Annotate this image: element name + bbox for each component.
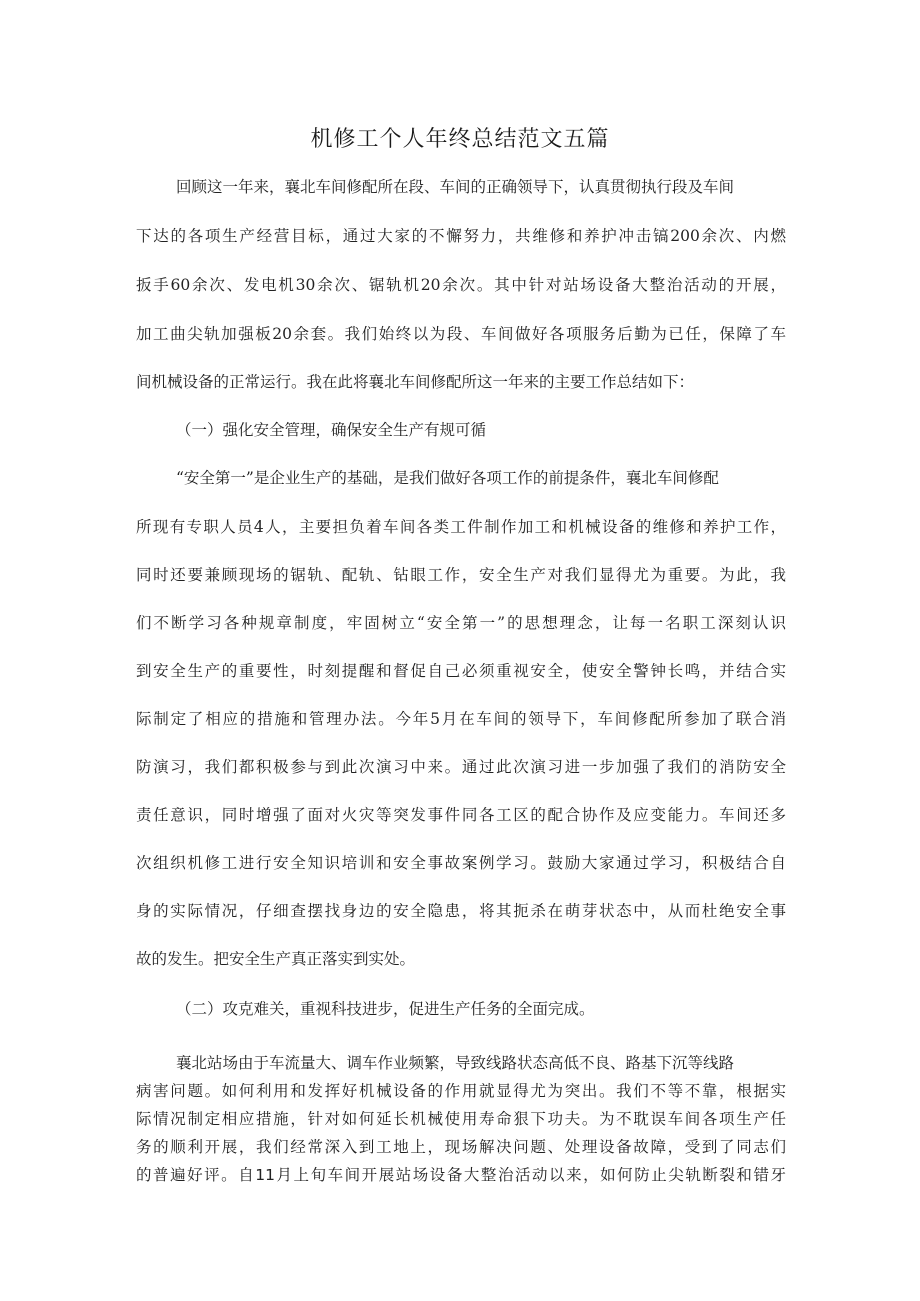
paragraph-line: 加工曲尖轨加强板20余套。我们始终以为段、车间做好各项服务后勤为已任，保障了车 [136, 325, 786, 343]
paragraph-line: 下达的各项生产经营目标，通过大家的不懈努力，共维修和养护冲击镐200余次、内燃 [136, 227, 786, 245]
paragraph-line: 防演习，我们都积极参与到此次演习中来。通过此次演习进一步加强了我们的消防安全 [136, 758, 786, 776]
paragraph-line: 的普遍好评。自11月上旬车间开展站场设备大整治活动以来，如何防止尖轨断裂和错牙 [136, 1166, 786, 1184]
paragraph-line: 扳手60余次、发电机30余次、锯轨机20余次。其中针对站场设备大整治活动的开展， [136, 276, 786, 294]
paragraph-line: 病害问题。如何利用和发挥好机械设备的作用就显得尤为突出。我们不等不靠，根据实 [136, 1082, 786, 1100]
section-heading: （一）强化安全管理，确保安全生产有规可循 [176, 421, 487, 439]
paragraph-line: 回顾这一年来，襄北车间修配所在段、车间的正确领导下，认真贯彻执行段及车间 [176, 178, 735, 196]
paragraph-line: 到安全生产的重要性，时刻提醒和督促自己必须重视安全，使安全警钟长鸣，并结合实 [136, 662, 786, 680]
paragraph-line: 际制定了相应的措施和管理办法。今年5月在车间的领导下，车间修配所参加了联合消 [136, 710, 786, 728]
paragraph-line: 们不断学习各种规章制度，牢固树立“安全第一”的思想理念，让每一名职工深刻认识 [136, 614, 786, 632]
paragraph-line: 责任意识，同时增强了面对火灾等突发事件同各工区的配合协作及应变能力。车间还多 [136, 806, 786, 824]
paragraph-line: 务的顺利开展，我们经常深入到工地上，现场解决问题、处理设备故障，受到了同志们 [136, 1138, 786, 1156]
paragraph-line: 际情况制定相应措施，针对如何延长机械使用寿命狠下功夫。为不耽误车间各项生产任 [136, 1110, 786, 1128]
paragraph-line: 次组织机修工进行安全知识培训和安全事故案例学习。鼓励大家通过学习，积极结合自 [136, 854, 786, 872]
paragraph-line: 故的发生。把安全生产真正落实到实处。 [136, 950, 416, 968]
paragraph-line: 襄北站场由于车流量大、调车作业频繁，导致线路状态高低不良、路基下沉等线路 [176, 1054, 735, 1072]
paragraph-line: 身的实际情况，仔细查摆找身边的安全隐患，将其扼杀在萌芽状态中，从而杜绝安全事 [136, 902, 786, 920]
paragraph-line: “安全第一”是企业生产的基础，是我们做好各项工作的前提条件，襄北车间修配 [176, 469, 719, 487]
paragraph-line: 间机械设备的正常运行。我在此将襄北车间修配所这一年来的主要工作总结如下： [136, 373, 695, 391]
document-title: 机修工个人年终总结范文五篇 [310, 127, 610, 152]
paragraph-line: 同时还要兼顾现场的锯轨、配轨、钻眼工作，安全生产对我们显得尤为重要。为此，我 [136, 566, 786, 584]
section-heading: （二）攻克难关，重视科技进步，促进生产任务的全面完成。 [176, 1000, 595, 1018]
paragraph-line: 所现有专职人员4人，主要担负着车间各类工件制作加工和机械设备的维修和养护工作， [136, 518, 786, 536]
